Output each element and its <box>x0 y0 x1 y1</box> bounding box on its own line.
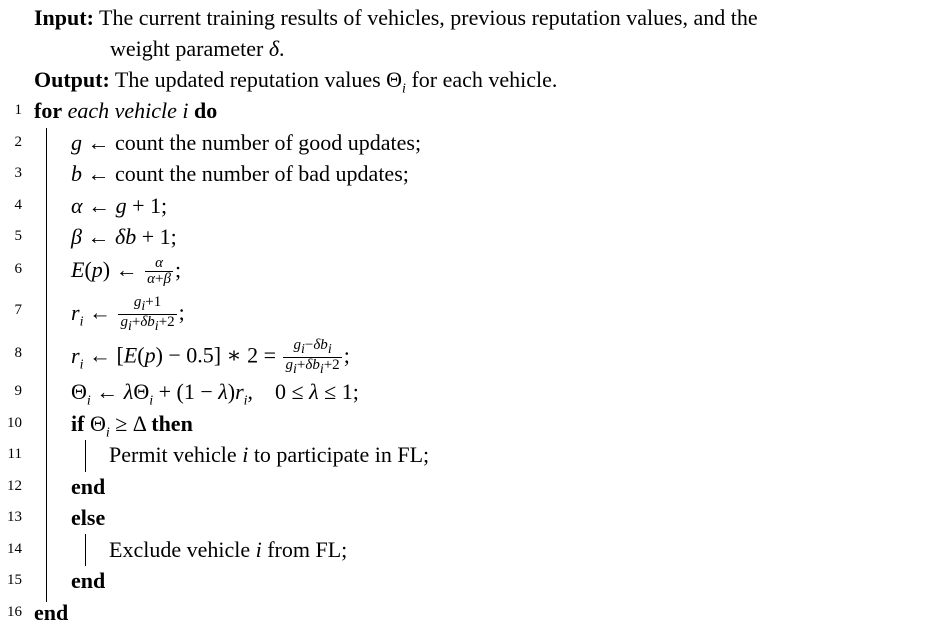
output-label: Output: <box>34 67 110 92</box>
line-number: 10 <box>7 415 22 431</box>
line-code: Permit vehicle i to participate in FL; <box>109 442 430 467</box>
line-code: $r_i$ ← $\frac{g_i+1}{g_i+\delta b_i+2}$ ; <box>71 294 185 334</box>
line-code: α ← g + 1; <box>71 193 168 218</box>
line-number: 7 <box>14 302 22 318</box>
input-text-1: The current training results of vehicles, previous reputation values, and the <box>99 5 758 30</box>
line-number: 13 <box>7 509 22 525</box>
line-code: $\Theta_i$ ← $\lambda\Theta_i + (1 - \lambda)r_i$, 0 ≤ λ ≤ 1; <box>71 379 359 409</box>
line-code: Exclude vehicle i from FL; <box>109 537 348 562</box>
line-number: 6 <box>14 261 22 277</box>
line-number: 16 <box>7 604 22 620</box>
output-text: The updated reputation values $\Theta_i$ for each vehicle. <box>114 67 558 97</box>
input-text-2: weight parameter δ. <box>110 36 285 61</box>
line-code: $r_i$ ← [E(p) − 0.5] ∗ 2 = $\frac{g_i-\delta b_i}{g_i+\delta b_i+2}$ ; <box>71 337 350 377</box>
line-code: else <box>71 505 106 530</box>
line-number: 14 <box>7 541 22 557</box>
line-code: end <box>34 600 69 625</box>
line-number: 11 <box>7 446 22 462</box>
line-code: b ← count the number of bad updates; <box>71 161 409 186</box>
line-code: β ← δb + 1; <box>71 224 177 249</box>
input-label: Input: <box>34 5 94 30</box>
line-code: if $\Theta_i \ge \Delta$ then <box>71 411 193 441</box>
line-number: 3 <box>14 165 22 181</box>
line-number: 5 <box>14 228 22 244</box>
line-number: 2 <box>14 134 22 150</box>
line-number: 8 <box>14 345 22 361</box>
line-number: 12 <box>7 478 22 494</box>
line-code: end <box>71 474 106 499</box>
else-block-bar <box>85 534 86 566</box>
line-number: 9 <box>14 383 22 399</box>
line-number: 4 <box>14 197 22 213</box>
line-code: E(p) ← $\frac{\alpha}{\alpha+\beta}$ ; <box>71 255 182 288</box>
line-code: g ← count the number of good updates; <box>71 130 422 155</box>
line-number: 15 <box>7 572 22 588</box>
line-code: for each vehicle i do <box>34 98 218 123</box>
input-spec <box>34 2 924 64</box>
line-code: end <box>71 568 106 593</box>
line-number: 1 <box>14 102 22 118</box>
for-block-bar <box>46 128 47 602</box>
